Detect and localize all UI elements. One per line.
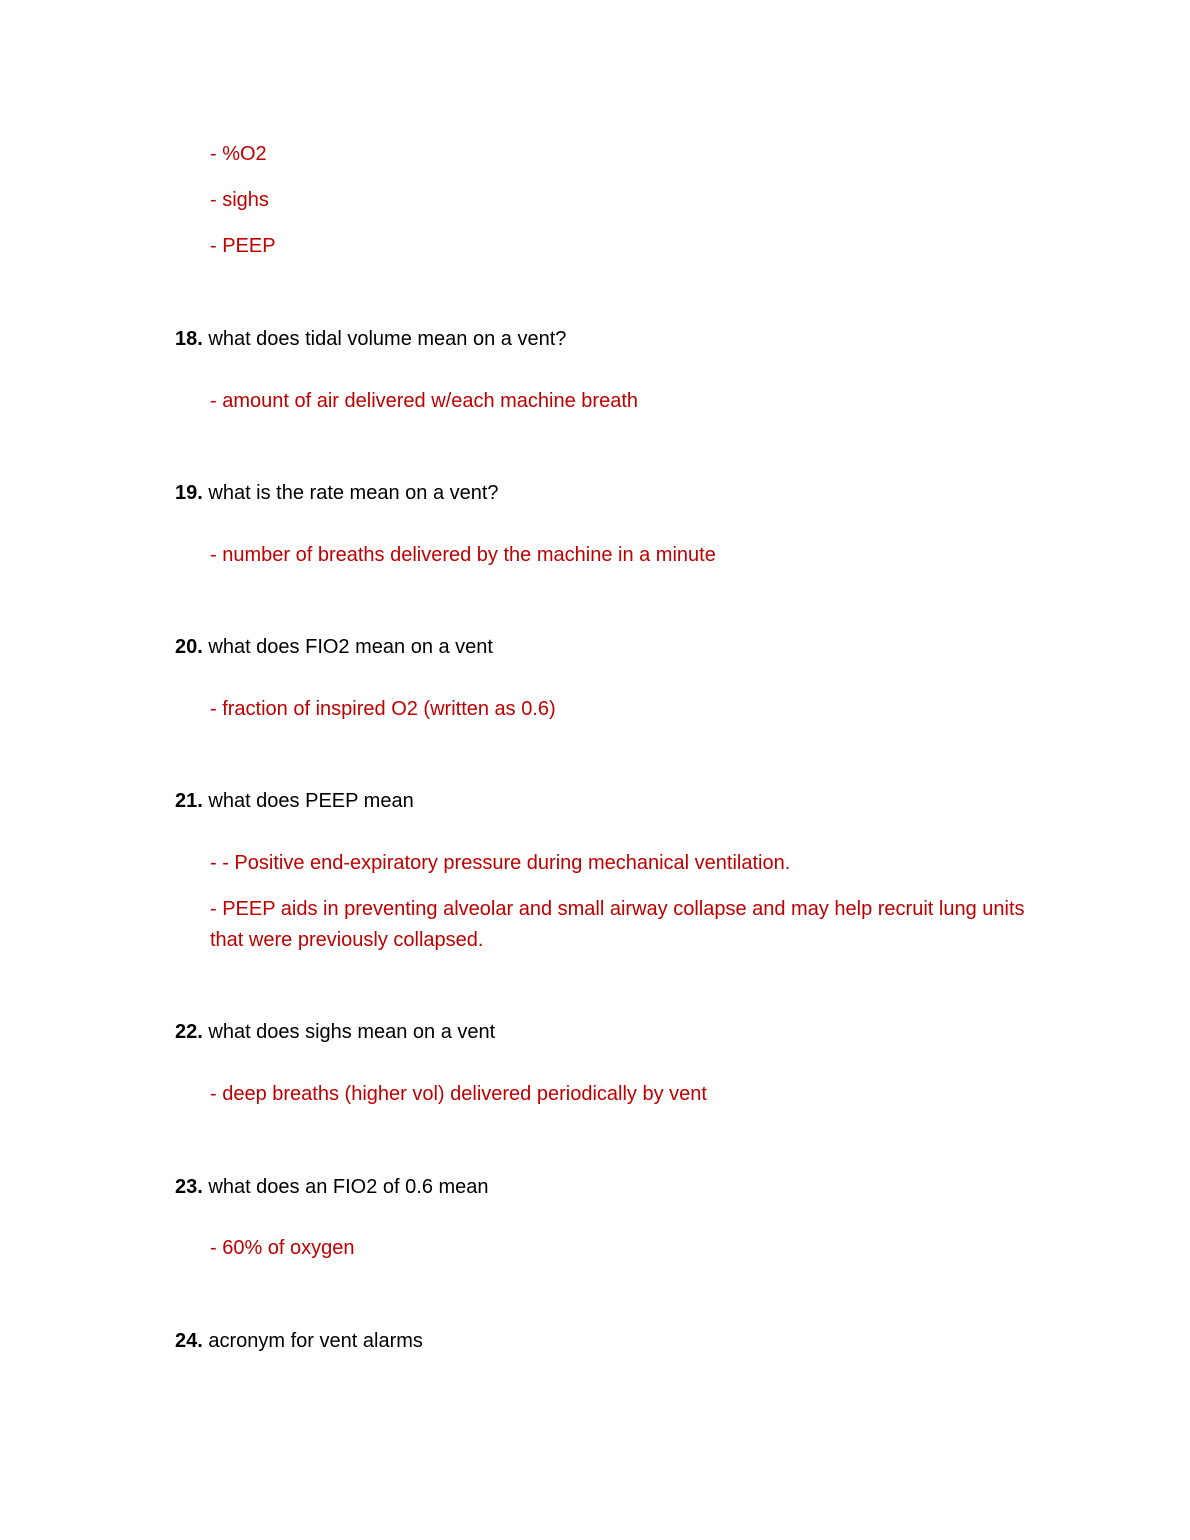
question-text: what does FIO2 mean on a vent: [208, 636, 493, 658]
question-number: 22.: [175, 1021, 203, 1043]
question-text: what does sighs mean on a vent: [208, 1021, 496, 1043]
question-text: what does an FIO2 of 0.6 mean: [208, 1176, 489, 1198]
question-text: what does PEEP mean: [208, 790, 414, 812]
question-19: [175, 478, 499, 509]
answer-19: - number of breaths delivered by the machine in a minute: [210, 544, 716, 566]
question-18: [175, 324, 566, 355]
answer-o2: - %O2: [210, 143, 267, 165]
answer-21-b: - PEEP aids in preventing alveolar and small airway collapse and may help recruit lung units that were previously collapsed.: [210, 898, 1025, 951]
answer-21-a: - - Positive end-expiratory pressure during mechanical ventilation.: [210, 852, 791, 874]
question-22: [175, 1017, 495, 1048]
question-number: 19.: [175, 482, 203, 504]
question-number: 24.: [175, 1330, 203, 1352]
answer-22: - deep breaths (higher vol) delivered periodically by vent: [210, 1083, 707, 1105]
question-number: 18.: [175, 328, 203, 350]
question-text: acronym for vent alarms: [208, 1330, 423, 1352]
question-23: [175, 1172, 489, 1203]
answer-23: - 60% of oxygen: [210, 1237, 355, 1259]
question-20: [175, 632, 493, 663]
question-text: what does tidal volume mean on a vent?: [208, 328, 567, 350]
question-text: what is the rate mean on a vent?: [208, 482, 499, 504]
answer-20: - fraction of inspired O2 (written as 0.6): [210, 698, 556, 720]
question-number: 23.: [175, 1176, 203, 1198]
question-number: 20.: [175, 636, 203, 658]
question-number: 21.: [175, 790, 203, 812]
answer-sighs: - sighs: [210, 189, 269, 211]
answer-peep: - PEEP: [210, 235, 276, 257]
question-21: [175, 786, 414, 817]
answer-18: - amount of air delivered w/each machine breath: [210, 390, 639, 412]
question-24: [175, 1326, 423, 1357]
